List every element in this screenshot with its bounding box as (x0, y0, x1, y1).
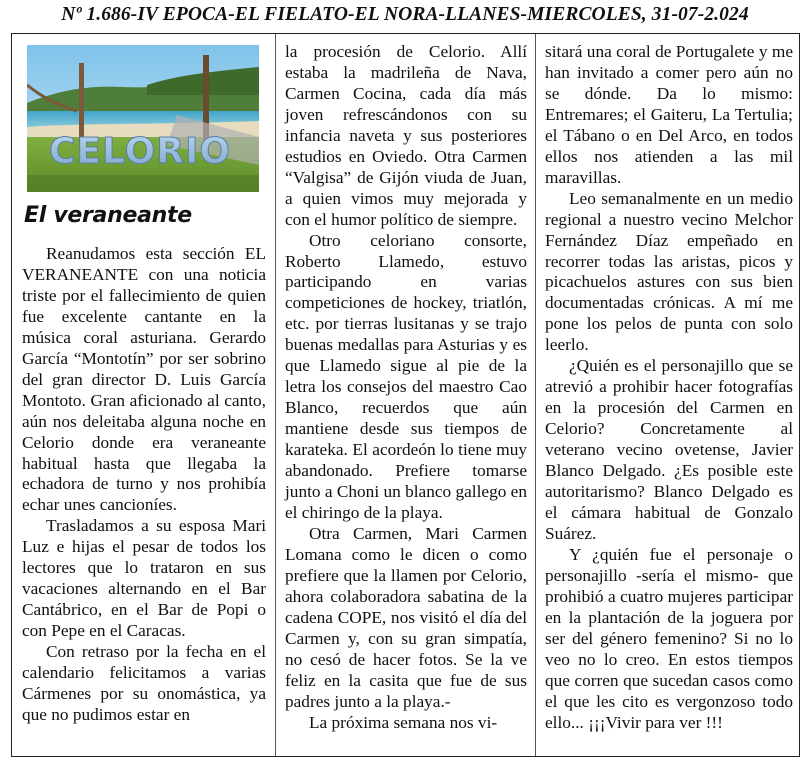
paragraph: ¿Quién es el personajillo que se atrevió a prohibir hacer fotografías en la procesión del Carmen en Celorio? Concretamente al veterano vecino ovetense, Javier Blanco Delgado. ¿Es posible este autoritarismo? Blanco Delgado es el cámara habitual de Gonzalo Suárez. (545, 356, 793, 543)
celorio-photo (27, 45, 259, 192)
article-column-3 (545, 42, 793, 733)
paragraph: La próxima semana nos vi- (309, 712, 498, 732)
paragraph: la procesión de Celorio. Allí estaba la madrileña de Nava, Carmen Cocina, cada día más joven refrescándonos con su infancia naveta y sus posteriores estudios en Oviedo. Otra Carmen “Valgisa” de Gijón viuda de Juan, a quien vimos muy mejorada y con el humor político de siempre. (285, 42, 527, 229)
paragraph: Con retraso por la fecha en el calendario felicitamos a varias Cármenes por su onomástica, ya que no pudimos estar en (22, 642, 266, 724)
column-divider (275, 34, 276, 756)
paragraph: sitará una coral de Portugalete y me han invitado a comer pero aún no se dónde. Da lo mismo: Entremares; el Gaiteru, La Tertulia; el Tábano o en Del Arco, en todos ellos nos atienden a las mil maravillas. (545, 42, 793, 187)
paragraph: Leo semanalmente en un medio regional a nuestro vecino Melchor Fernández Díaz empeñado en recorrer todas las aristas, picos y picachuelos astures con sus bien documentadas crónicas. A mí me pone los pelos de punta con solo leerlo. (545, 188, 793, 355)
column-divider (535, 34, 536, 756)
svg-text:CELORIO: CELORIO (49, 131, 231, 172)
paragraph: Otra Carmen, Mari Carmen Lomana como le dicen o como prefiere que la llamen por Celorio, ahora colaboradora sabatina de la cadena COPE, nos visitó el día del Carmen y, con su gran simpatía, no cesó de hacer fotos. Se la ve feliz en la casita que fue de sus padres junto a la playa.- (285, 523, 527, 711)
article-column-2 (285, 42, 527, 733)
masthead: Nº 1.686-IV EPOCA-EL FIELATO-EL NORA-LLANES-MIERCOLES, 31-07-2.024 (61, 4, 749, 25)
article-headline: El veraneante (24, 203, 192, 228)
paragraph: Trasladamos a su esposa Mari Luz e hijas el pesar de todos los lectores que lo trataron en sus vacaciones alternando en el Bar Cantábrico, en el Bar de Popi o con Pepe en el Caracas. (22, 516, 266, 641)
article-column-1 (22, 244, 266, 726)
paragraph: Y ¿quién fue el personaje o personajillo -sería el mismo- que prohibió a cuatro mujeres participar en la plantación de la joguera por ser del género femenino? Si no lo veo no lo creo. En estos tiempos que corren que sucedan casos como el que les cito es vergonzoso todo ello... ¡¡¡Vivir para ver !!! (545, 544, 793, 732)
celorio-sign (49, 131, 231, 172)
paragraph: Otro celoriano consorte, Roberto Llamedo, estuvo participando en varias competiciones de hockey, triatlón, etc. por tierras lusitanas y se trajo buenas medallas para Asturias y es que Llamedo sigue al pie de la letra los consejos del maestro Cao Blanco, recuerdos que aún mantiene desde sus tiempos de karateka. El acordeón lo tiene muy abandonado. Prefiere tomarse junto a Choni un blanco gallego en el chiringo de la playa. (285, 230, 527, 522)
paragraph: Reanudamos esta sección EL VERANEANTE con una noticia triste por el fallecimiento de quien fue excelente cantante en la música coral asturiana. Gerardo García “Montotín” por ser sobrino del gran director D. Luis García Montoto. Gran aficionado al canto, aún nos deleitaba alguna noche en Celorio donde era veraneante habitual hasta que llegaba la echadora de turno y nos prohibía echar unes cancioníes. (22, 244, 266, 515)
